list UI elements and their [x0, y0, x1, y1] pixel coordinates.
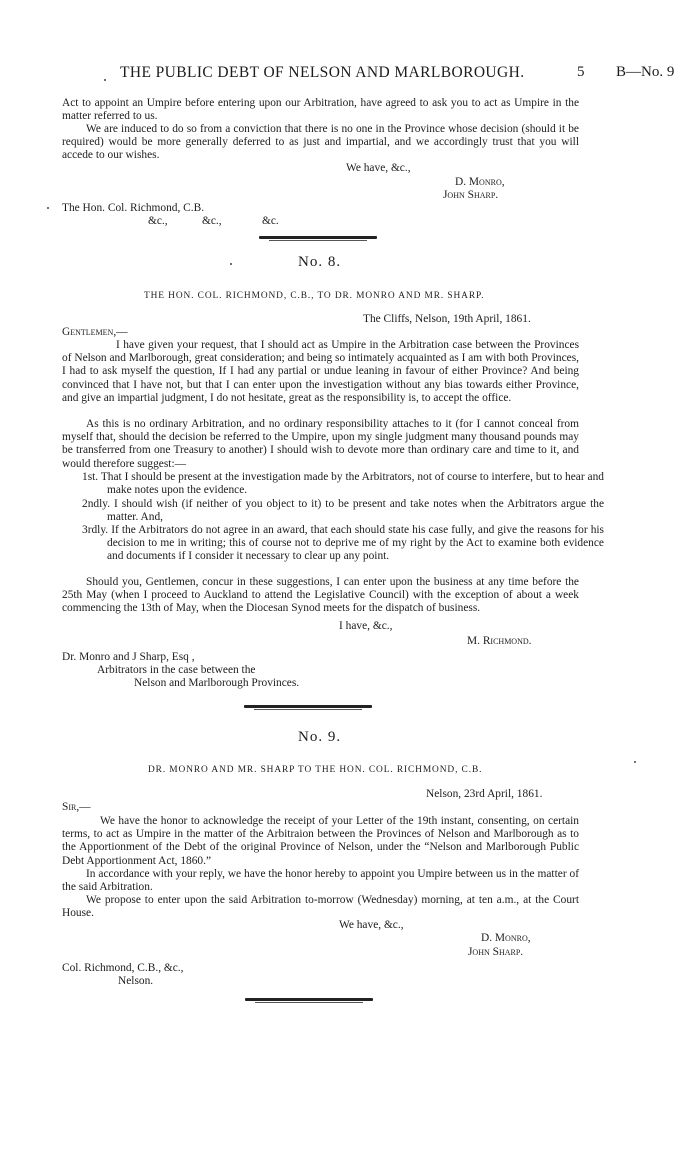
letter8-paragraph-3: Should you, Gentlemen, concur in these suggestions, I can enter upon the business at any time before the 25th May (when I proceed to Auckland to attend the Legislative Council) with the exception of about a week commencing the 13th of May, when the Diocesan Synod meets for the dispatch of business.: [62, 576, 579, 615]
letter9-salutation: Sir,—: [62, 801, 91, 813]
letter7-signature-monro: D. Monro,: [455, 176, 505, 188]
section-divider: [259, 236, 377, 239]
letter7-closing: We have, &c.,: [346, 162, 411, 174]
section-divider: [244, 705, 372, 708]
letter8-suggestion-3: 3rdly. If the Arbitrators do not agree in an award, that each should state his case fully, and give the reasons for his decision to me in writing; this of course not to deprive me of my right by the Act to examine both evidence and documents if I consider it necessary to clear up any point.: [82, 524, 604, 563]
letter7-addressee: The Hon. Col. Richmond, C.B.: [62, 202, 205, 214]
letter7-addressee-etc-3: &c.: [262, 215, 279, 227]
letter8-addressee-line-3: Nelson and Marlborough Provinces.: [134, 677, 300, 689]
margin-mark: [634, 761, 636, 763]
letter8-paragraph-2: As this is no ordinary Arbitration, and no ordinary responsibility attaches to it (for I cannot conceal from myself that, should the decision be referred to the Umpire, upon my single judgment many thousand pounds may be transferred from one Treasury to another) I should wish to devote more than ordinary care and time to it, and would therefore suggest:—: [62, 418, 579, 470]
letter9-paragraph-3: We propose to enter upon the said Arbitration to-morrow (Wednesday) morning, at ten a.m., at the Court House.: [62, 894, 579, 920]
letter9-place-date: Nelson, 23rd April, 1861.: [426, 788, 543, 800]
letter9-paragraph-2: In accordance with your reply, we have the honor hereby to appoint you Umpire between us in the matter of the said Arbitration.: [62, 868, 579, 894]
letter8-suggestion-1: 1st. That I should be present at the investigation made by the Arbitrators, not of course to interfere, but to hear and make notes upon the evidence.: [82, 471, 604, 497]
margin-mark: [230, 263, 232, 265]
letter8-suggestion-2: 2ndly. I should wish (if neither of you object to it) to be present and take notes when the Arbitrators argue the matter. And,: [82, 498, 604, 524]
letter8-addressee-line-2: Arbitrators in the case between the: [97, 664, 256, 676]
letter9-addressee-line-1: Col. Richmond, C.B., &c.,: [62, 962, 184, 974]
letter8-place-date: The Cliffs, Nelson, 19th April, 1861.: [363, 313, 531, 325]
page-mark: [104, 79, 106, 81]
letter8-signature: M. Richmond.: [467, 635, 532, 647]
letter8-closing: I have, &c.,: [339, 620, 393, 632]
running-header-title: THE PUBLIC DEBT OF NELSON AND MARLBOROUGH.: [120, 64, 525, 81]
letter7-addressee-etc-2: &c.,: [202, 215, 222, 227]
letter9-closing: We have, &c.,: [339, 919, 404, 931]
letter7-addressee-etc-1: &c.,: [148, 215, 168, 227]
document-reference: B—No. 9: [616, 64, 675, 80]
letter8-number-heading: No. 8.: [298, 254, 342, 270]
letter7-paragraph-1: Act to appoint an Umpire before entering upon our Arbitration, have agreed to ask you to act as Umpire in the matter referred to us.: [62, 97, 579, 123]
letter9-addressee-line-2: Nelson.: [118, 975, 154, 987]
letter9-signature-sharp: John Sharp.: [468, 946, 524, 958]
letter8-subheading: THE HON. COL. RICHMOND, C.B., TO DR. MONRO AND MR. SHARP.: [144, 291, 485, 301]
section-divider: [245, 998, 373, 1001]
page-number: 5: [577, 64, 585, 80]
letter9-signature-monro: D. Monro,: [481, 932, 531, 944]
letter8-salutation: Gentlemen,—: [62, 326, 128, 338]
letter9-paragraph-1: We have the honor to acknowledge the receipt of your Letter of the 19th instant, consenting, on certain terms, to act as Umpire in the matter of the Arbitraion between the Provinces of Nelson and Marlborough as to the Apportionment of the Debt of the original Province of Nelson, under the “Nelson and Marlborough Public Debt Apportionment Act, 1860.”: [62, 815, 579, 867]
letter8-paragraph-1: I have given your request, that I should act as Umpire in the Arbitration case between the Provinces of Nelson and Marlborough, great consideration; and being so intimately acquainted as I am with both Provinces, I had to ask myself the question, If I had any partial or undue leaning in favour of either Province? And being convinced that I have not, but that I can enter upon the investigation without any bias towards either Province, and give an impartial judgment, I do not hesitate, great as the responsibility is, to accept the office.: [62, 339, 579, 404]
margin-mark: [47, 207, 49, 209]
letter9-subheading: DR. MONRO AND MR. SHARP TO THE HON. COL. RICHMOND, C.B.: [148, 765, 483, 775]
letter9-number-heading: No. 9.: [298, 729, 342, 745]
letter8-addressee-line-1: Dr. Monro and J Sharp, Esq ,: [62, 651, 195, 663]
letter7-signature-sharp: John Sharp.: [443, 189, 499, 201]
letter7-paragraph-2: We are induced to do so from a conviction that there is no one in the Province whose decision (should it be required) would be more generally deferred to as just and impartial, and we accordingly trust that you will accede to our wishes.: [62, 123, 579, 162]
